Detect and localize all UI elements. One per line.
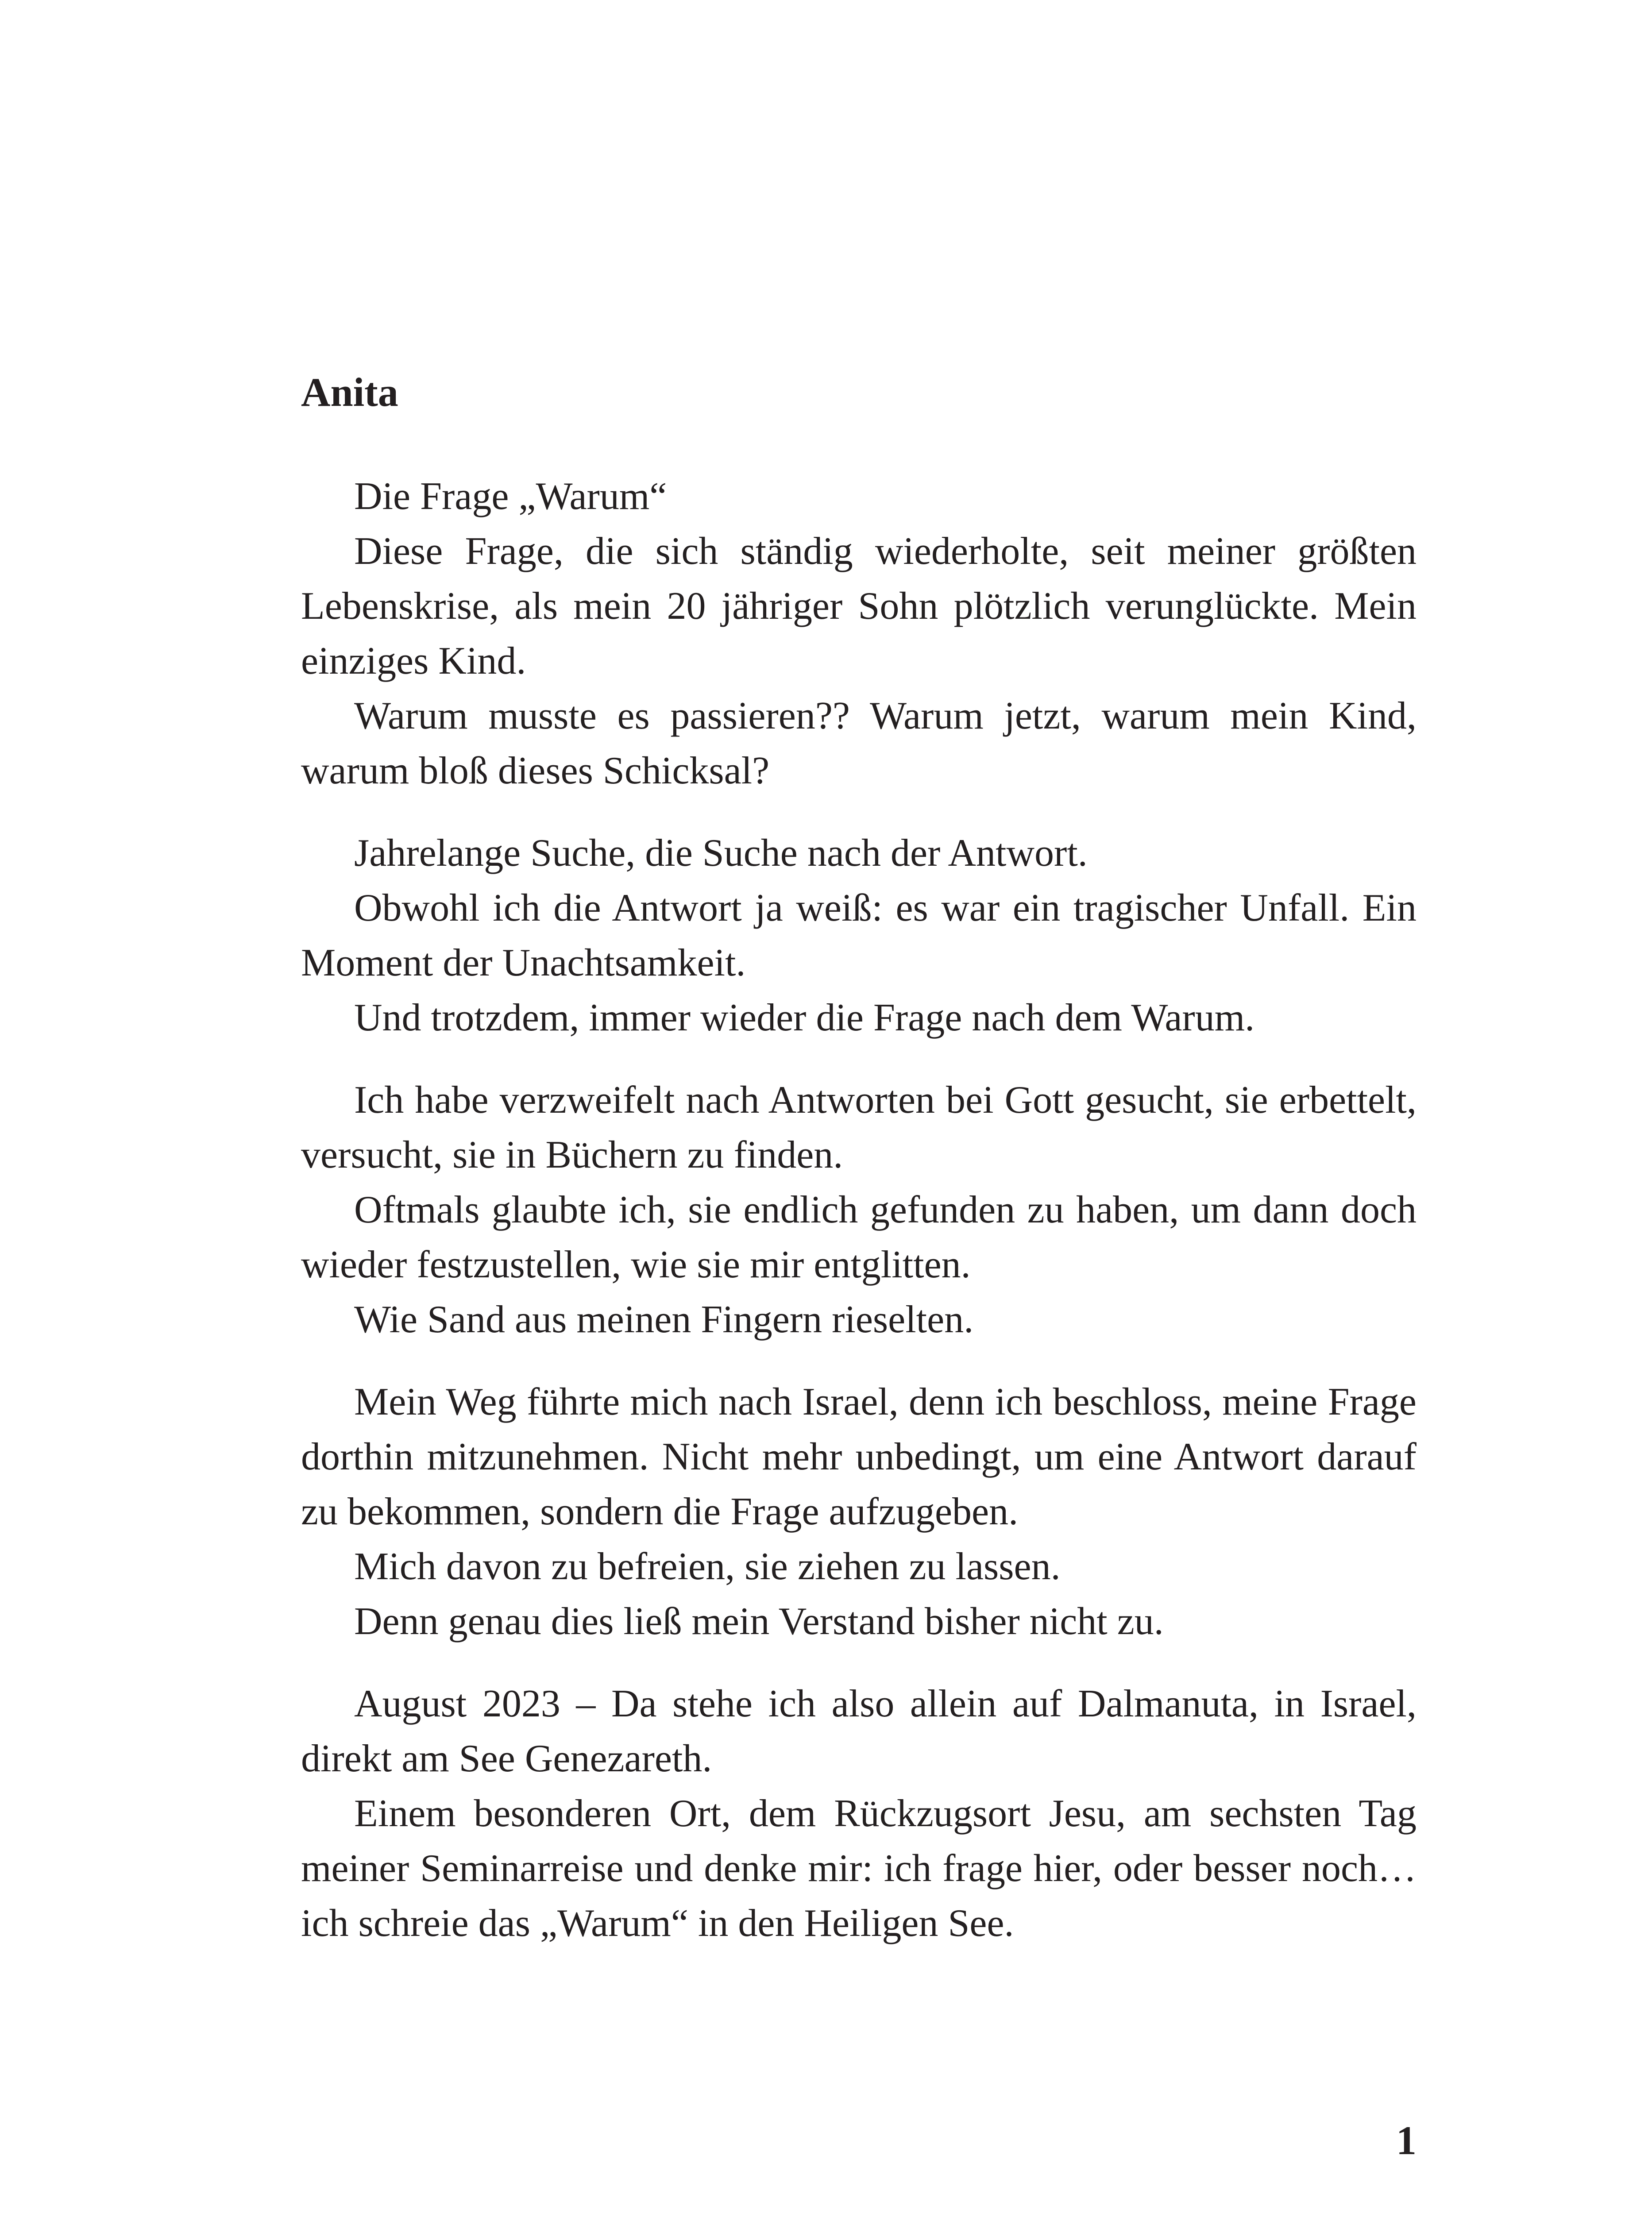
page-number: 1 [1396, 2118, 1417, 2163]
paragraph: Diese Frage, die sich ständig wiederholte, seit meiner größten Lebenskrise, als mein 20 jähriger Sohn plötzlich verunglückte. Mein einziges Kind. [301, 530, 1417, 682]
paragraph: Einem besonderen Ort, dem Rückzugsort Jesu, am sechsten Tag meiner Seminarreise und denke mir: ich frage hier, oder besser noch… ich schreie das „Warum“ in den Heiligen See. [301, 1792, 1417, 1945]
paragraph: Warum musste es passieren?? Warum jetzt, warum mein Kind, warum bloß dieses Schicksal? [301, 694, 1417, 792]
paragraph: August 2023 – Da stehe ich also allein auf Dalmanuta, in Israel, direkt am See Genezareth. [301, 1682, 1417, 1780]
paragraph: Denn genau dies ließ mein Verstand bisher nicht zu. [354, 1600, 1164, 1643]
paragraph: Obwohl ich die Antwort ja weiß: es war ein tragischer Unfall. Ein Moment der Unachtsamkeit. [301, 887, 1417, 984]
body-text [301, 469, 1417, 1951]
paragraph: Mein Weg führte mich nach Israel, denn ich beschloss, meine Frage dorthin mitzunehmen. Nicht mehr unbedingt, um eine Antwort darauf zu bekommen, sondern die Frage aufzugeben. [301, 1380, 1417, 1533]
chapter-title: Anita [301, 370, 398, 415]
paragraph: Ich habe verzweifelt nach Antworten bei Gott gesucht, sie erbettelt, versucht, sie in Büchern zu finden. [301, 1079, 1417, 1176]
paragraph: Jahrelange Suche, die Suche nach der Antwort. [354, 832, 1088, 875]
paragraph: Oftmals glaubte ich, sie endlich gefunden zu haben, um dann doch wieder festzustellen, wie sie mir entglitten. [301, 1188, 1417, 1286]
paragraph: Wie Sand aus meinen Fingern rieselten. [354, 1298, 974, 1341]
paragraph: Mich davon zu befreien, sie ziehen zu lassen. [354, 1545, 1061, 1588]
paragraph: Die Frage „Warum“ [354, 475, 667, 518]
paragraph: Und trotzdem, immer wieder die Frage nach dem Warum. [354, 996, 1255, 1039]
